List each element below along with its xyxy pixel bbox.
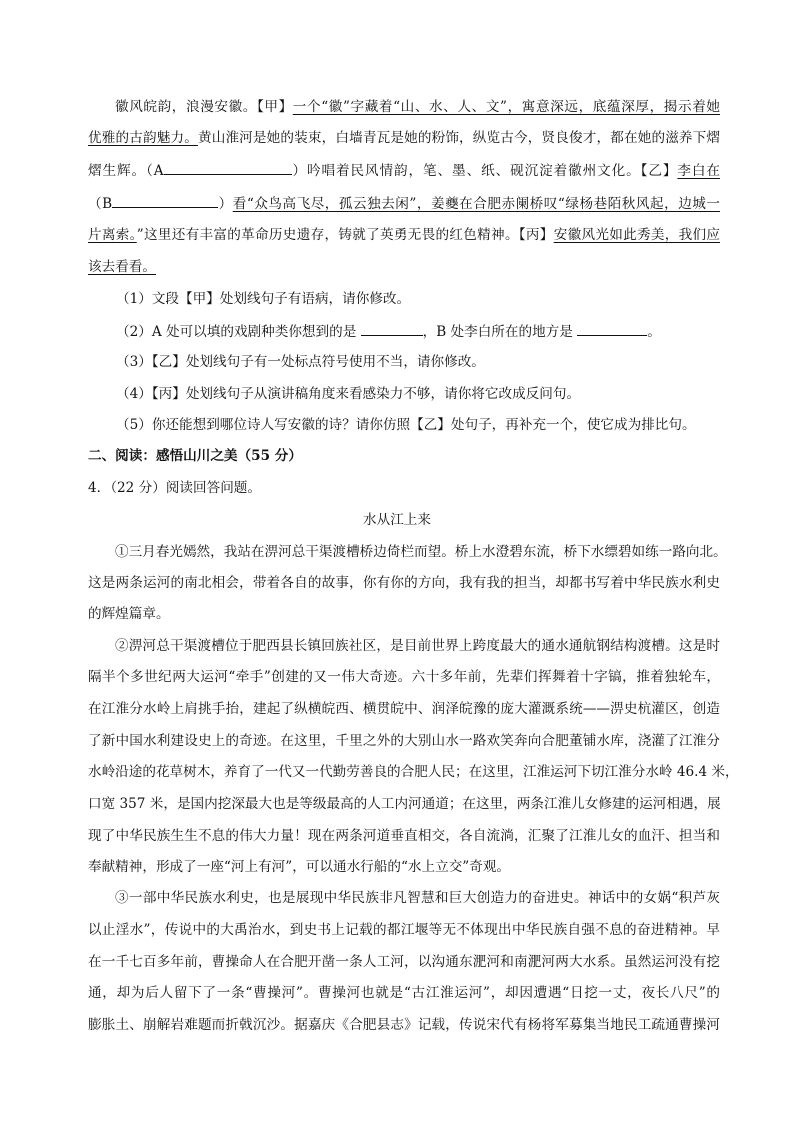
passage-line-3 bbox=[88, 160, 720, 181]
underlined-sentence-jia-end: 优雅的古韵魅力。 bbox=[88, 130, 198, 146]
article-line: ③一部中华民族水利史，也是展现中华民族非凡智慧和巨大创造力的奋进史。神话中的女娲“积芦灰 bbox=[115, 890, 720, 906]
underlined-sentence-bing: 安徽风光如此秀美，我们应 bbox=[553, 227, 720, 243]
article-line: 以止淫水”，传说中的大禹治水，到史书上记载的都江堰等无不体现出中华民族自强不息的奋进精神。早 bbox=[88, 922, 720, 938]
passage-text: 熠生辉。（A bbox=[88, 163, 164, 179]
article-line: 隔半个多世纪两大运河“牵手”创建的又一伟大奇迹。六十多年前，先辈们挥舞着十字镐，推着独轮车， bbox=[88, 669, 720, 685]
article-line: 口宽 357 米，是国内挖深最大也是等级最高的人工内河通道；在这里，两条江淮儿女修建的运河相遇，展 bbox=[88, 796, 721, 812]
section-heading: 二、阅读：感悟山川之美（55 分） bbox=[88, 448, 302, 464]
article-line: 奉献精神，形成了一座“河上有河”，可以通水行船的“水上立交”奇观。 bbox=[88, 859, 511, 875]
question-text: （2）A 处可以填的戏剧种类你想到的是 bbox=[116, 324, 361, 340]
article-line: 在江淮分水岭上肩挑手抬，建起了纵横皖西、横贯皖中、润泽皖豫的庞大灌溉系统——淠史杭灌区，创造 bbox=[88, 701, 720, 717]
question-text: ，B 处李白所在的地方是 bbox=[422, 324, 578, 340]
question-2 bbox=[116, 321, 661, 342]
passage-line-6 bbox=[88, 257, 156, 277]
underlined-sentence-yi: 看“众鸟高飞尽，孤云独去闲”，姜夔在合肥赤阑桥叹“绿杨巷陌秋风起，边城一 bbox=[232, 196, 720, 212]
answer-blank-b[interactable] bbox=[577, 321, 647, 336]
passage-text: ） bbox=[218, 196, 233, 212]
underlined-sentence-yi: 李白在 bbox=[677, 163, 720, 179]
underlined-sentence-jia: 一个“徽”字藏着“山、水、人、文”，寓意深远，底蕴深厚，揭示着她 bbox=[292, 99, 720, 115]
question-5: （5）你还能想到哪位诗人写安徽的诗？请你仿照【乙】处句子，再补充一个，使它成为排比句。 bbox=[116, 417, 696, 433]
article-line: ①三月春光嫣然，我站在淠河总干渠渡槽桥边倚栏而望。桥上水澄碧东流，桥下水缥碧如练一路向北。 bbox=[115, 544, 727, 560]
article-title: 水从江上来 bbox=[363, 512, 431, 528]
article-line: 的辉煌篇章。 bbox=[88, 606, 170, 622]
passage-text: 黄山淮河是她的装束，白墙青瓦是她的粉饰，纵览古今，贤良俊才，都在她的滋养下熠 bbox=[197, 130, 721, 146]
article-line: 在一千七百多年前，曹操命人在合肥开凿一条人工河，以沟通东淝河和南淝河两大水系。虽然运河没有挖 bbox=[88, 954, 720, 970]
article-line: 这是两条运河的南北相会，带着各自的故事，你有你的方向，我有我的担当，却都书写着中华民族水利史 bbox=[88, 575, 720, 591]
question-text: 。 bbox=[647, 324, 661, 340]
answer-blank-a[interactable] bbox=[361, 321, 423, 336]
question-4: （4）【丙】处划线句子从演讲稿角度来看感染力不够，请你将它改成反问句。 bbox=[116, 386, 581, 402]
passage-text: 徽风皖韵，浪漫安徽。【甲】 bbox=[115, 99, 293, 115]
article-line: 膨胀土、崩解岩难题而折戟沉沙。据嘉庆《合肥县志》记载，传说宋代有杨将军募集当地民工疏通曹操河 bbox=[88, 1017, 720, 1033]
article-line: 水岭沿途的花草树木，养育了一代又一代勤劳善良的合肥人民；在这里，江淮运河下切江淮分水岭 46.4 米， bbox=[88, 764, 739, 780]
passage-line-1 bbox=[115, 97, 720, 117]
passage-line-2 bbox=[88, 128, 720, 148]
article-line: 通，却为后人留下了一条“曹操河”。曹操河也就是“古江淮运河”，却因遭遇“日挖一丈，夜长八尺”的 bbox=[88, 985, 720, 1001]
blank-b[interactable] bbox=[112, 193, 218, 208]
question-3: （3）【乙】处划线句子有一处标点符号使用不当，请你修改。 bbox=[116, 354, 485, 370]
underlined-sentence-yi-end: 片离索。 bbox=[88, 227, 137, 243]
passage-line-4 bbox=[88, 193, 720, 214]
passage-text: ）吟唱着民风情韵，笔、墨、纸、砚沉淀着徽州文化。【乙】 bbox=[291, 163, 678, 179]
passage-line-5 bbox=[88, 225, 720, 245]
article-line: 现了中华民族生生不息的伟大力量！现在两条河道垂直相交，各自流淌，汇聚了江淮儿女的血汗、担当和 bbox=[88, 828, 720, 844]
question-item-4: 4．（22 分）阅读回答问题。 bbox=[88, 480, 261, 496]
underlined-sentence-bing-end: 该去看看。 bbox=[88, 259, 156, 275]
article-line: ②淠河总干渠渡槽位于肥西县长镇回族社区，是目前世界上跨度最大的通水通航钢结构渡槽。这是时 bbox=[115, 638, 720, 654]
passage-text: （B bbox=[88, 196, 113, 212]
blank-a[interactable] bbox=[164, 160, 292, 175]
passage-text: ”这里还有丰富的革命历史遗存，铸就了英勇无畏的红色精神。【丙】 bbox=[136, 227, 554, 243]
article-line: 了新中国水利建设史上的奇迹。在这里，千里之外的大别山水一路欢笑奔向合肥董铺水库，浇灌了江淮分 bbox=[88, 733, 720, 749]
question-1: （1）文段【甲】处划线句子有语病，请你修改。 bbox=[116, 291, 411, 307]
